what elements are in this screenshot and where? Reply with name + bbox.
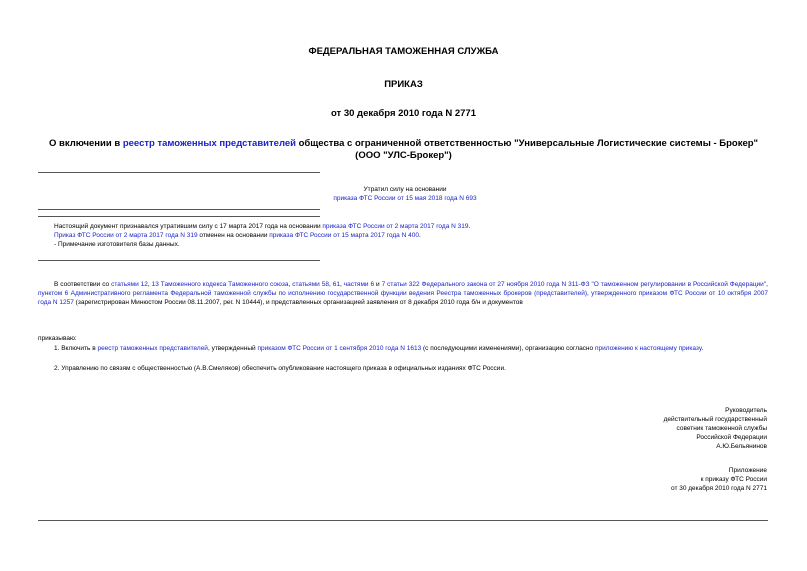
law-link[interactable]: статьями 12 xyxy=(111,281,148,288)
note-link-319[interactable]: приказа ФТС России от 2 марта 2017 года N 319 xyxy=(322,223,469,230)
law-link[interactable]: 7 статьи 322 Федерального закона от 27 ноября 2010 года N 311-ФЗ "О таможенном регулировании в Российской Федерации" xyxy=(381,281,767,288)
signature-block: Руководитель действительный государственный советник таможенной службы Российской Федерации А.Ю.Бельянинов xyxy=(663,407,767,450)
order-item-1: 1. Включить в реестр таможенных представителей, утвержденный приказом ФТС России от 1 сентября 2010 года N 1613 (с последующими изменениями), организацию согласно приложению к настоящему приказу. xyxy=(54,345,704,352)
law-link[interactable]: пунктом 6 Административного регламента Федеральной таможенной службы по исполнению государственной функции ведения Реестра таможенных брокеров (представителей), утвержденного приказом ФТС России от 10 октября 2007 года N 1257 xyxy=(38,290,768,306)
title-part1: О включении в xyxy=(48,138,123,149)
agency-name: ФЕДЕРАЛЬНАЯ ТАМОЖЕННАЯ СЛУЖБА xyxy=(308,46,499,57)
law-link[interactable]: 61 xyxy=(332,281,340,288)
law-link[interactable]: 13 Таможенного кодекса Таможенного союза xyxy=(151,281,289,288)
status-line1: Утратил силу на основании xyxy=(363,186,447,193)
divider xyxy=(38,172,320,173)
note-line3: - Примечание изготовителя базы данных. xyxy=(54,241,180,248)
divider xyxy=(38,520,768,521)
note-link-319-b[interactable]: Приказ ФТС России от 2 марта 2017 года N 319 xyxy=(54,232,198,239)
doc-date-number: от 30 декабря 2010 года N 2771 xyxy=(330,108,476,119)
appendix-link[interactable]: приложению к настоящему приказу xyxy=(594,345,702,352)
order-item-2: 2. Управлению по связям с общественностью (А.В.Смеляков) обеспечить опубликование настоящего приказа в официальных изданиях ФТС России. xyxy=(54,365,506,372)
note-line1: Настоящий документ признавался утратившим силу с 17 марта 2017 года на основании приказа ФТС России от 2 марта 2017 года N 319. xyxy=(54,223,471,230)
registry-link[interactable]: реестр таможенных представителей xyxy=(97,345,208,352)
law-link[interactable]: статьями 58 xyxy=(292,281,329,288)
divider xyxy=(38,260,320,261)
appendix-header: Приложение к приказу ФТС России от 30 декабря 2010 года N 2771 xyxy=(670,467,767,492)
page-title xyxy=(40,138,767,162)
title-part2: общества с ограниченной ответственностью "Универсальные Логистические системы - Брокер" (ООО "УЛС-Брокер") xyxy=(295,138,759,161)
editor-note xyxy=(54,222,774,249)
preamble-paragraph: В соответствии со статьями 12, 13 Таможенного кодекса Таможенного союза, статьями 58, 61, частями 6 и 7 статьи 322 Федерального закона от 27 ноября 2010 года N 311-ФЗ "О таможенном регулировании в Российской Федерации", пунктом 6 Административного регламента Федеральной таможенной службы по исполнению государственной функции ведения Реестра таможенных брокеров (представителей), утвержденного приказом ФТС России от 10 октября 2007 года N 1257 (зарегистрирован Минюстом России 08.11.2007, рег. N 10444), и представленных организацией заявления от 8 декабря 2010 года б/н и документов xyxy=(38,281,768,306)
law-link[interactable]: частями 6 xyxy=(343,281,375,288)
note-line2: Приказ ФТС России от 2 марта 2017 года N 319 отменен на основании приказа ФТС России от 15 марта 2017 года N 400. xyxy=(54,232,421,239)
divider xyxy=(38,209,320,210)
order-word: приказываю: xyxy=(38,335,77,342)
doc-type: ПРИКАЗ xyxy=(384,79,423,90)
divider xyxy=(38,216,320,217)
status-repeal-link[interactable]: приказа ФТС России от 15 мая 2018 года N 693 xyxy=(333,195,477,202)
order-1613-link[interactable]: приказом ФТС России от 1 сентября 2010 года N 1613 xyxy=(257,345,422,352)
status-block xyxy=(260,185,550,203)
note-link-400[interactable]: приказа ФТС России от 15 марта 2017 года N 400 xyxy=(269,232,419,239)
title-registry-link[interactable]: реестр таможенных представителей xyxy=(122,138,296,149)
